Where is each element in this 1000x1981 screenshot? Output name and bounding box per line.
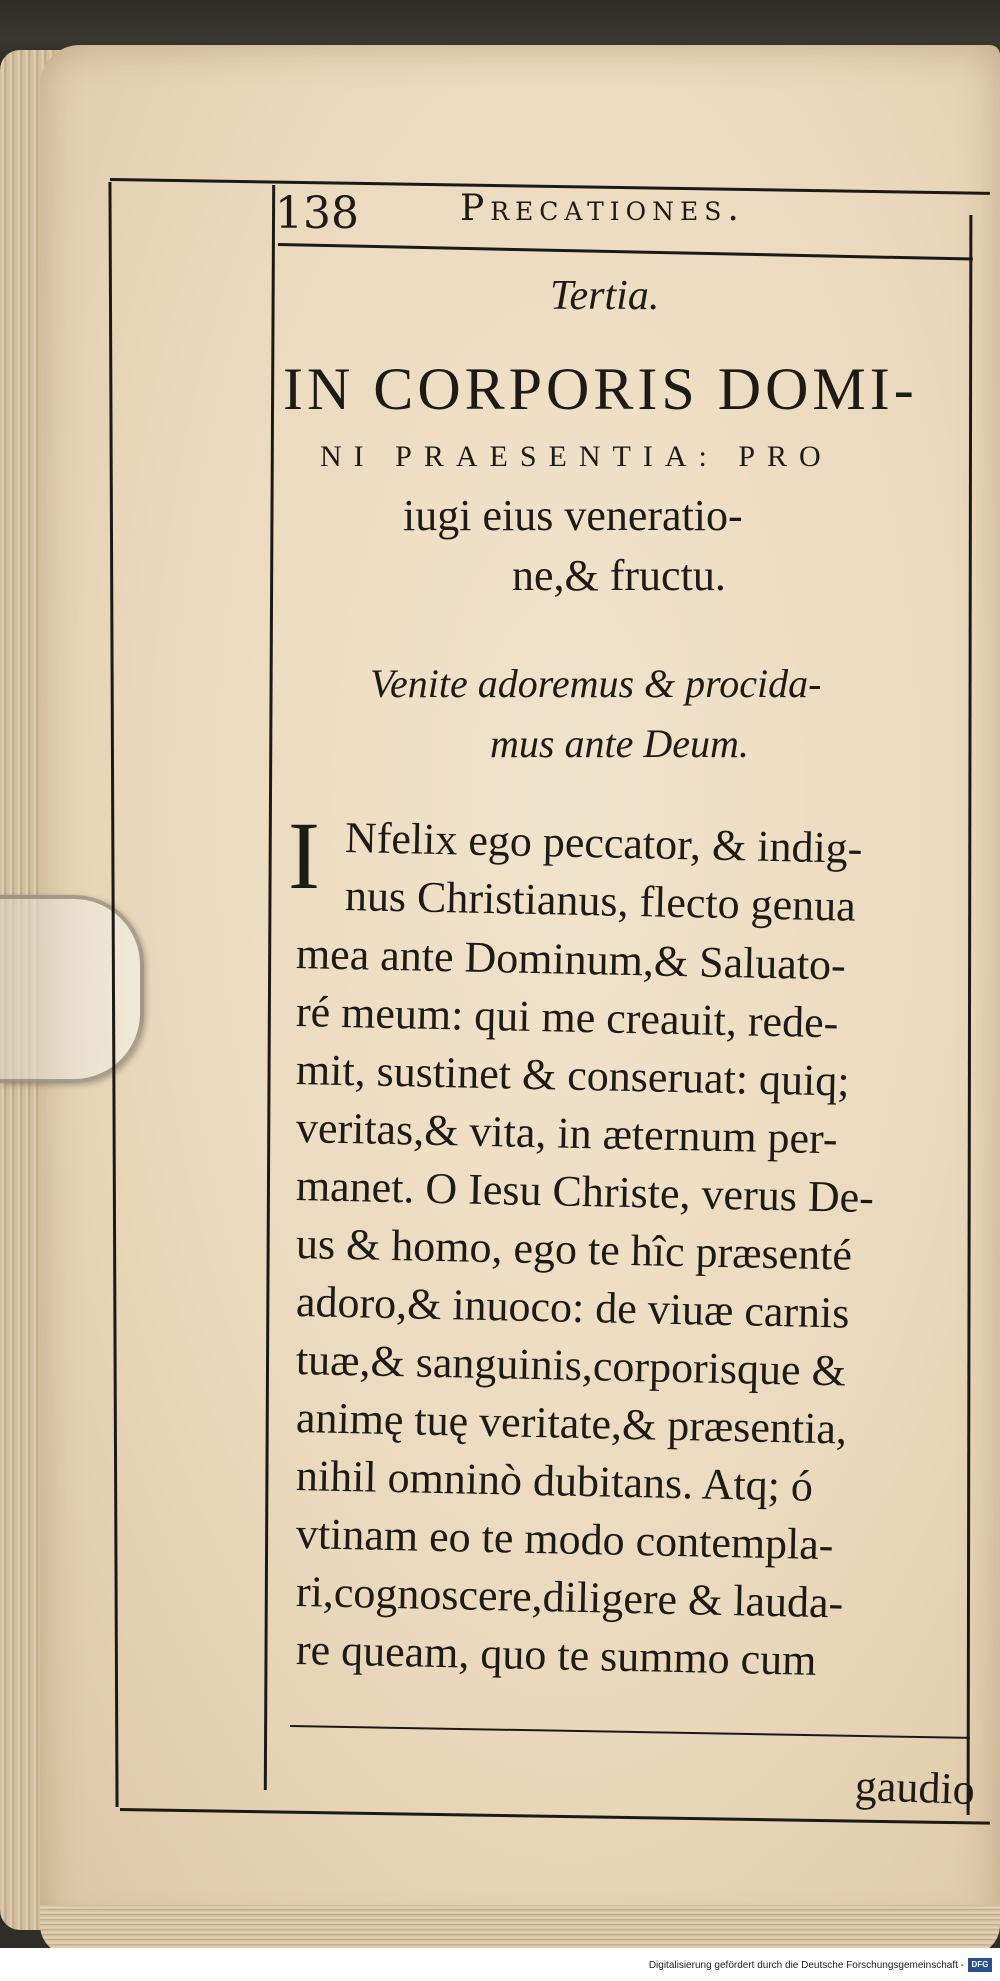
- body-line: Nfelix ego peccator, & indig-: [344, 813, 863, 873]
- catchword: gaudio: [854, 1760, 976, 1815]
- verse-line: mus ante Deum.: [490, 721, 749, 766]
- body-line: nihil omninò dubitans. Atq; ó: [295, 1451, 814, 1511]
- body-line: nus Christianus, flecto genua: [344, 871, 857, 931]
- page-number: 138: [275, 188, 359, 239]
- dfg-logo-icon: DFG: [968, 1958, 992, 1972]
- drop-cap: I: [288, 802, 320, 909]
- body-line: ri,cognoscere,diligere & lauda-: [295, 1567, 844, 1628]
- title-line: NI PRAESENTIA: PRO: [320, 440, 833, 473]
- section-label: Tertia.: [550, 273, 660, 319]
- verse-line: Venite adoremus & procida-: [370, 661, 822, 706]
- body-line: ré meum: qui me creauit, rede-: [295, 987, 839, 1048]
- body-line: re queam, quo te summo cum: [295, 1625, 817, 1685]
- body-line: mea ante Dominum,& Saluato-: [295, 929, 847, 990]
- title-line: iugi eius veneratio-: [403, 491, 743, 540]
- title-line: IN CORPORIS DOMI-: [283, 356, 918, 422]
- running-head: Precationes.: [460, 188, 745, 229]
- body-line: mit, sustinet & conseruat: quiq;: [295, 1045, 851, 1106]
- body-line: tuæ,& sanguinis,corporisque &: [295, 1335, 847, 1396]
- title-line: ne,& fructu.: [512, 551, 726, 600]
- body-line: adoro,& inuoco: de viuæ carnis: [295, 1277, 850, 1338]
- book-clasp: [0, 895, 144, 1083]
- body-line: vtinam eo te modo contempla-: [295, 1509, 835, 1570]
- body-line: us & homo, ego te hîc præsenté: [295, 1219, 853, 1280]
- body-line: manet. O Iesu Christe, verus De-: [295, 1161, 875, 1223]
- funding-credit: Digitalisierung gefördert durch die Deutsche Forschungsgemeinschaft -: [648, 1960, 964, 1971]
- body-line: veritas,& vita, in æternum per-: [295, 1103, 839, 1164]
- body-line: animę tuę veritate,& præsentia,: [295, 1393, 848, 1454]
